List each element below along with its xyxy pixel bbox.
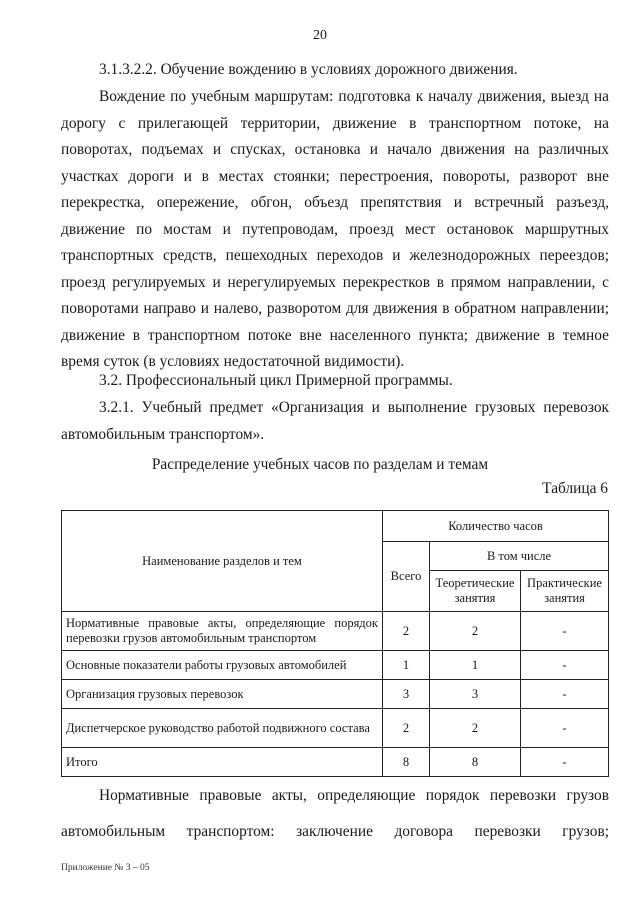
header-practice: Практические занятия [521,571,609,612]
row-topic-name: Основные показатели работы грузовых автомобилей [62,651,383,680]
row-total: 3 [383,680,430,709]
row-topic-name: Нормативные правовые акты, определяющие порядок перевозки грузов автомобильным транспортом [62,612,383,651]
header-hours: Количество часов [383,511,609,542]
section-heading-3-1-3-2-2: 3.1.3.2.2. Обучение вождению в условиях дорожного движения. [99,61,518,78]
row-practice: - [521,748,609,777]
table-row [62,709,609,748]
section-heading-3-2-1: 3.2.1. Учебный предмет «Организация и выполнение грузовых перевозок автомобильным транспортом». [61,399,609,443]
row-total: 2 [383,612,430,651]
row-practice: - [521,680,609,709]
row-total: 2 [383,709,430,748]
row-practice: - [521,612,609,651]
row-practice: - [521,709,609,748]
header-topic-name: Наименование разделов и тем [62,511,383,612]
regulatory-acts-paragraph: Нормативные правовые акты, определяющие порядок перевозки грузов автомобильным транспортом: заключение договора перевозки грузов; [61,787,609,840]
table-row [62,651,609,680]
appendix-footer: Приложение № 3 – 05 [61,863,150,873]
table-row [62,680,609,709]
row-theory: 1 [430,651,521,680]
header-total: Всего [383,542,430,612]
header-theory: Теоретические занятия [430,571,521,612]
row-theory: 8 [430,748,521,777]
table-caption: Распределение учебных часов по разделам и темам [151,456,489,473]
row-total: 8 [383,748,430,777]
table-label: Таблица 6 [542,480,608,497]
row-theory: 3 [430,680,521,709]
row-topic-name: Итого [62,748,383,777]
hours-distribution-table [61,510,609,777]
row-practice: - [521,651,609,680]
header-including: В том числе [430,542,609,571]
row-total: 1 [383,651,430,680]
row-theory: 2 [430,709,521,748]
table-total-row [62,748,609,777]
row-topic-name: Организация грузовых перевозок [62,680,383,709]
row-topic-name: Диспетчерское руководство работой подвижного состава [62,709,383,748]
table-header-row [62,511,609,542]
table-row [62,612,609,651]
page-number: 20 [313,28,327,43]
section-heading-3-2: 3.2. Профессиональный цикл Примерной программы. [99,372,453,389]
driving-routes-paragraph: Вождение по учебным маршрутам: подготовка к началу движения, выезд на дорогу с прилегающей территории, движение в транспортном потоке, на поворотах, подъемах и спусках, остановка и начало движения на различных участках дороги и в местах стоянки; перестроения, повороты, разворот вне перекрестка, опережение, обгон, объезд препятствия и встречный разъезд, движение по мостам и путепроводам, проезд мест остановок маршрутных транспортных средств, пешеходных переходов и железнодорожных переездов; проезд регулируемых и нерегулируемых перекрестков в прямом направлении, с поворотами направо и налево, разворотом для движения в обратном направлении; движение в транспортном потоке вне населенного пункта; движение в темное время суток (в условиях недостаточной видимости). [61,88,609,370]
row-theory: 2 [430,612,521,651]
